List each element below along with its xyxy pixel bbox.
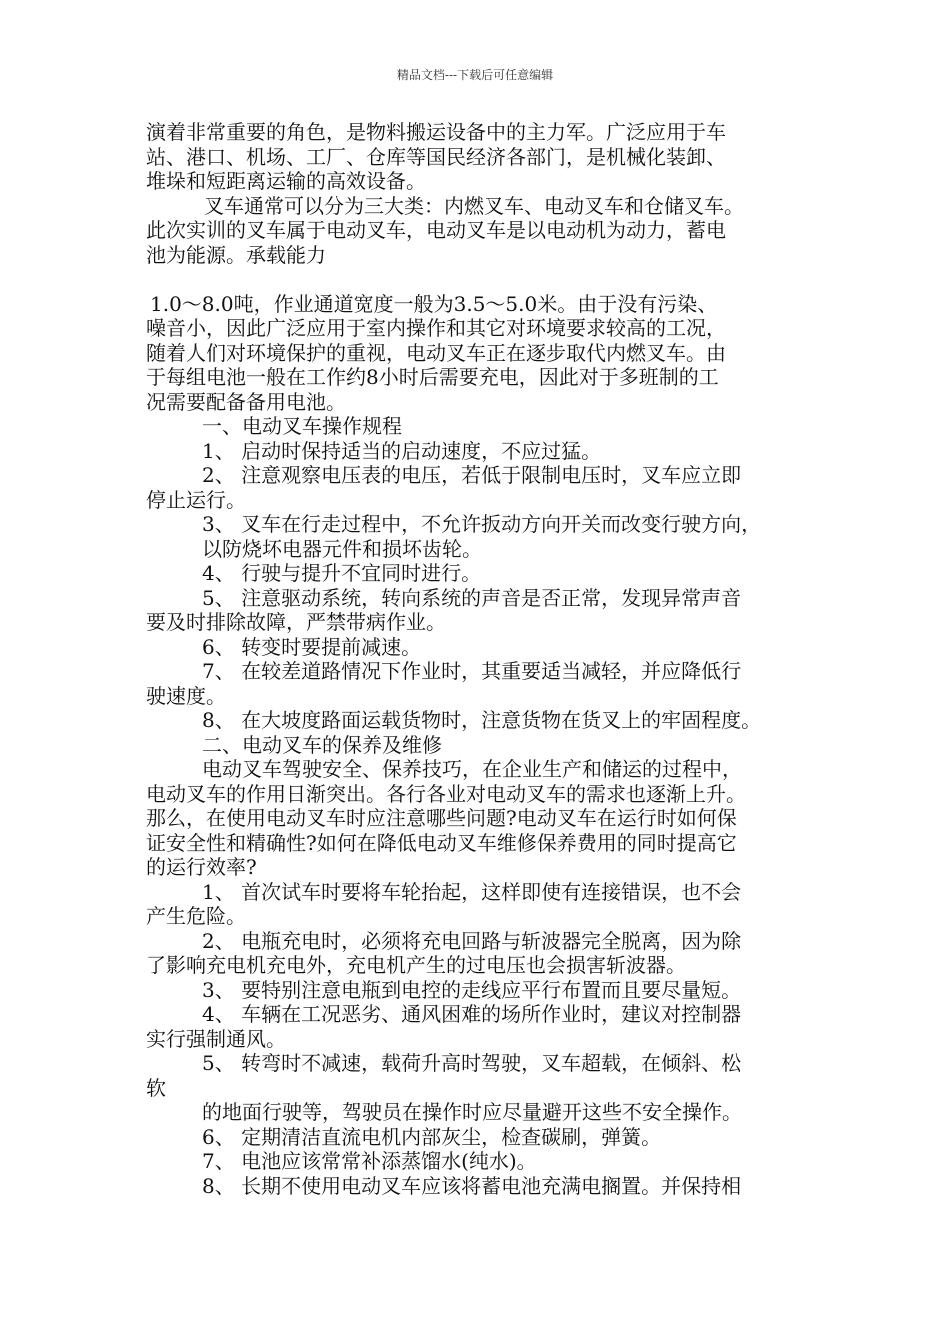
section-heading: 二、电动叉车的保养及维修 bbox=[202, 732, 442, 757]
list-item: 8、 长期不使用电动叉车应该将蓄电池充满电搁置。并保持相 bbox=[202, 1173, 742, 1198]
section-heading: 一、电动叉车操作规程 bbox=[202, 414, 402, 438]
text-line: 产生危险。 bbox=[146, 904, 246, 928]
text-line: 软 bbox=[146, 1075, 166, 1100]
text-line: 此次实训的叉车属于电动叉车，电动叉车是以电动机为动力，蓄电 bbox=[146, 218, 726, 242]
list-item: 4、 行驶与提升不宜同时进行。 bbox=[202, 561, 482, 585]
list-item: 3、 叉车在行走过程中，不允许扳动方向开关而改变行驶方向， bbox=[202, 512, 762, 536]
list-item: 6、 转变时要提前减速。 bbox=[202, 634, 422, 659]
list-item: 8、 在大坡度路面运载货物时，注意货物在货叉上的牢固程度。 bbox=[202, 708, 762, 732]
list-item: 6、 定期清洁直流电机内部灰尘，检查碳刷，弹簧。 bbox=[202, 1124, 662, 1149]
text-line: 电动叉车的作用日渐突出。各行各业对电动叉车的需求也逐渐上升。 bbox=[146, 781, 746, 806]
list-item: 1、 启动时保持适当的启动速度，不应过猛。 bbox=[202, 438, 602, 463]
text-line: 停止运行。 bbox=[146, 487, 246, 512]
text-line: 于每组电池一般在工作约8小时后需要充电，因此对于多班制的工 bbox=[146, 365, 719, 389]
list-item: 2、 注意观察电压表的电压，若低于限制电压时，叉车应立即 bbox=[202, 463, 742, 487]
text-line: 要及时排除故障，严禁带病作业。 bbox=[146, 610, 446, 634]
text-line: 电动叉车驾驶安全、保养技巧，在企业生产和储运的过程中， bbox=[202, 757, 742, 781]
text-line: 演着非常重要的角色，是物料搬运设备中的主力军。广泛应用于车 bbox=[146, 120, 726, 144]
text-line: 那么，在使用电动叉车时应注意哪些问题?电动叉车在运行时如何保 bbox=[146, 806, 737, 830]
text-line: 1.0～8.0吨，作业通道宽度一般为3.5～5.0米。由于没有污染、 bbox=[150, 291, 718, 316]
text-line: 的运行效率? bbox=[146, 855, 257, 879]
text-line: 池为能源。承载能力 bbox=[146, 242, 326, 267]
text-line: 驶速度。 bbox=[146, 683, 226, 708]
list-item: 2、 电瓶充电时，必须将充电回路与斩波器完全脱离，因为除 bbox=[202, 928, 742, 953]
blank-line bbox=[146, 267, 826, 292]
list-item: 7、 电池应该常常补添蒸馏水(纯水)。 bbox=[202, 1149, 537, 1173]
list-item: 4、 车辆在工况恶劣、通风困难的场所作业时，建议对控制器 bbox=[202, 1002, 742, 1026]
list-item: 1、 首次试车时要将车轮抬起，这样即使有连接错误，也不会 bbox=[202, 879, 742, 904]
text-line: 证安全性和精确性?如何在降低电动叉车维修保养费用的同时提高它 bbox=[146, 830, 737, 855]
page-header: 精品文档---下载后可任意编辑 bbox=[396, 68, 554, 82]
list-item: 3、 要特别注意电瓶到电控的走线应平行布置而且要尽量短。 bbox=[202, 977, 742, 1002]
text-line: 以防烧坏电器元件和损坏齿轮。 bbox=[202, 536, 482, 561]
text-line: 堆垛和短距离运输的高效设备。 bbox=[146, 169, 426, 193]
text-line: 了影响充电机充电外，充电机产生的过电压也会损害斩波器。 bbox=[146, 953, 686, 977]
text-line: 的地面行驶等，驾驶员在操作时应尽量避开这些不安全操作。 bbox=[202, 1100, 742, 1124]
text-line: 实行强制通风。 bbox=[146, 1026, 286, 1051]
document-body bbox=[146, 120, 826, 1198]
text-line: 况需要配备备用电池。 bbox=[146, 389, 346, 414]
text-line: 噪音小，因此广泛应用于室内操作和其它对环境要求较高的工况， bbox=[146, 316, 726, 340]
list-item: 7、 在较差道路情况下作业时，其重要适当减轻，并应降低行 bbox=[202, 659, 742, 683]
text-line: 叉车通常可以分为三大类：内燃叉车、电动叉车和仓储叉车。 bbox=[204, 193, 744, 218]
text-line: 站、港口、机场、工厂、仓库等国民经济各部门，是机械化装卸、 bbox=[146, 144, 726, 169]
list-item: 5、 注意驱动系统，转向系统的声音是否正常，发现异常声音 bbox=[202, 585, 742, 610]
list-item: 5、 转弯时不减速，载荷升高时驾驶，叉车超载，在倾斜、松 bbox=[202, 1051, 742, 1075]
text-line: 随着人们对环境保护的重视，电动叉车正在逐步取代内燃叉车。由 bbox=[146, 340, 726, 365]
